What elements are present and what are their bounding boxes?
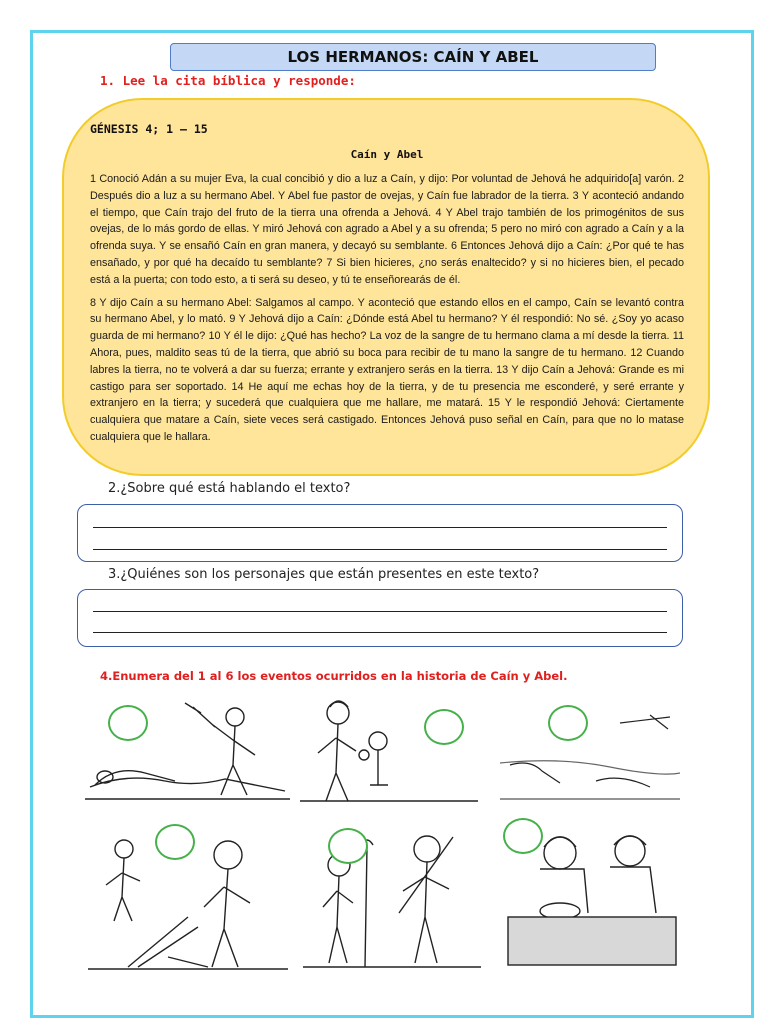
worksheet-title: LOS HERMANOS: CAÍN Y ABEL xyxy=(170,43,656,71)
number-circle-1[interactable] xyxy=(108,705,148,741)
question-2: 2.¿Sobre qué está hablando el texto? xyxy=(108,481,351,496)
answer-box-3[interactable] xyxy=(77,589,683,647)
question-1-instruction: 1. Lee la cita bíblica y responde: xyxy=(100,73,356,88)
reading-paragraph-1: 1 Conoció Adán a su mujer Eva, la cual concibió y dio a luz a Caín, y dijo: Por voluntad de Jehová he adquirido[a] varón. 2 Después dio a luz a su hermano Abel. Y Abel fue pastor de ovejas, y Caín fue labrador de la tierra. 3 Y aconteció andando el tiempo, que Caín trajo del fruto de la tierra una ofrenda a Jehová. 4 Y Abel trajo también de los primogénitos de sus ovejas, de lo más gordo de ellas. Y miró Jehová con agrado a Abel y a su ofrenda; 5 pero no miró con agrado a Caín y a la ofrenda suya. Y se ensañó Caín en gran manera, y decayó su semblante. 6 Entonces Jehová dijo a Caín: ¿Por qué te has ensañado, y por qué ha decaído tu semblante? 7 Si bien hicieres, ¿no serás enaltecido? y si no hicieres bien, el pecado está a la puerta; con todo esto, a ti será su deseo, y tú te enseñorearás de él. xyxy=(90,173,684,286)
answer-line[interactable] xyxy=(93,611,667,612)
bible-reference: GÉNESIS 4; 1 – 15 xyxy=(90,122,208,136)
bible-reading-box xyxy=(62,98,710,476)
number-circle-5[interactable] xyxy=(328,828,368,864)
answer-line[interactable] xyxy=(93,527,667,528)
number-circle-2[interactable] xyxy=(424,709,464,745)
drawing-god-points-at-cain xyxy=(500,703,680,805)
answer-box-2[interactable] xyxy=(77,504,683,562)
reading-subtitle: Caín y Abel xyxy=(350,148,424,161)
question-3: 3.¿Quiénes son los personajes que están presentes en este texto? xyxy=(108,567,540,582)
answer-line[interactable] xyxy=(93,632,667,633)
answer-line[interactable] xyxy=(93,549,667,550)
reading-content xyxy=(90,122,684,452)
illustration-god-points-at-cain xyxy=(500,703,680,805)
number-circle-4[interactable] xyxy=(155,824,195,860)
question-4-instruction: 4.Enumera del 1 al 6 los eventos ocurridos en la historia de Caín y Abel. xyxy=(100,669,568,683)
number-circle-3[interactable] xyxy=(548,705,588,741)
reading-paragraph-2: 8 Y dijo Caín a su hermano Abel: Salgamos al campo. Y aconteció que estando ellos en el campo, Caín se levantó contra su hermano Abel, y lo mató. 9 Y Jehová dijo a Caín: ¿Dónde está Abel tu hermano? Y él respondió: No sé. ¿Soy yo acaso guarda de mi hermano? 10 Y él le dijo: ¿Qué has hecho? La voz de la sangre de tu hermano clama a mí desde la tierra. 11 Ahora, pues, maldito seas tú de la tierra, que abrió su boca para recibir de tu mano la sangre de tu hermano. 12 Cuando labres la tierra, no te volverá a dar su fuerza; errante y extranjero serás en la tierra. 13 Y dijo Caín a Jehová: Grande es mi castigo para ser soportado. 14 He aquí me echas hoy de la tierra, y de tu presencia me esconderé, y seré errante y extranjero en la tierra; y sucederá que cualquiera que me hallare, me matará. 15 Y le respondió Jehová: Ciertamente cualquiera que matare a Caín, siete veces será castigado. Entonces Jehová puso señal en Caín, para que no lo matase cualquiera que le hallara. xyxy=(90,296,684,443)
number-circle-6[interactable] xyxy=(503,818,543,854)
